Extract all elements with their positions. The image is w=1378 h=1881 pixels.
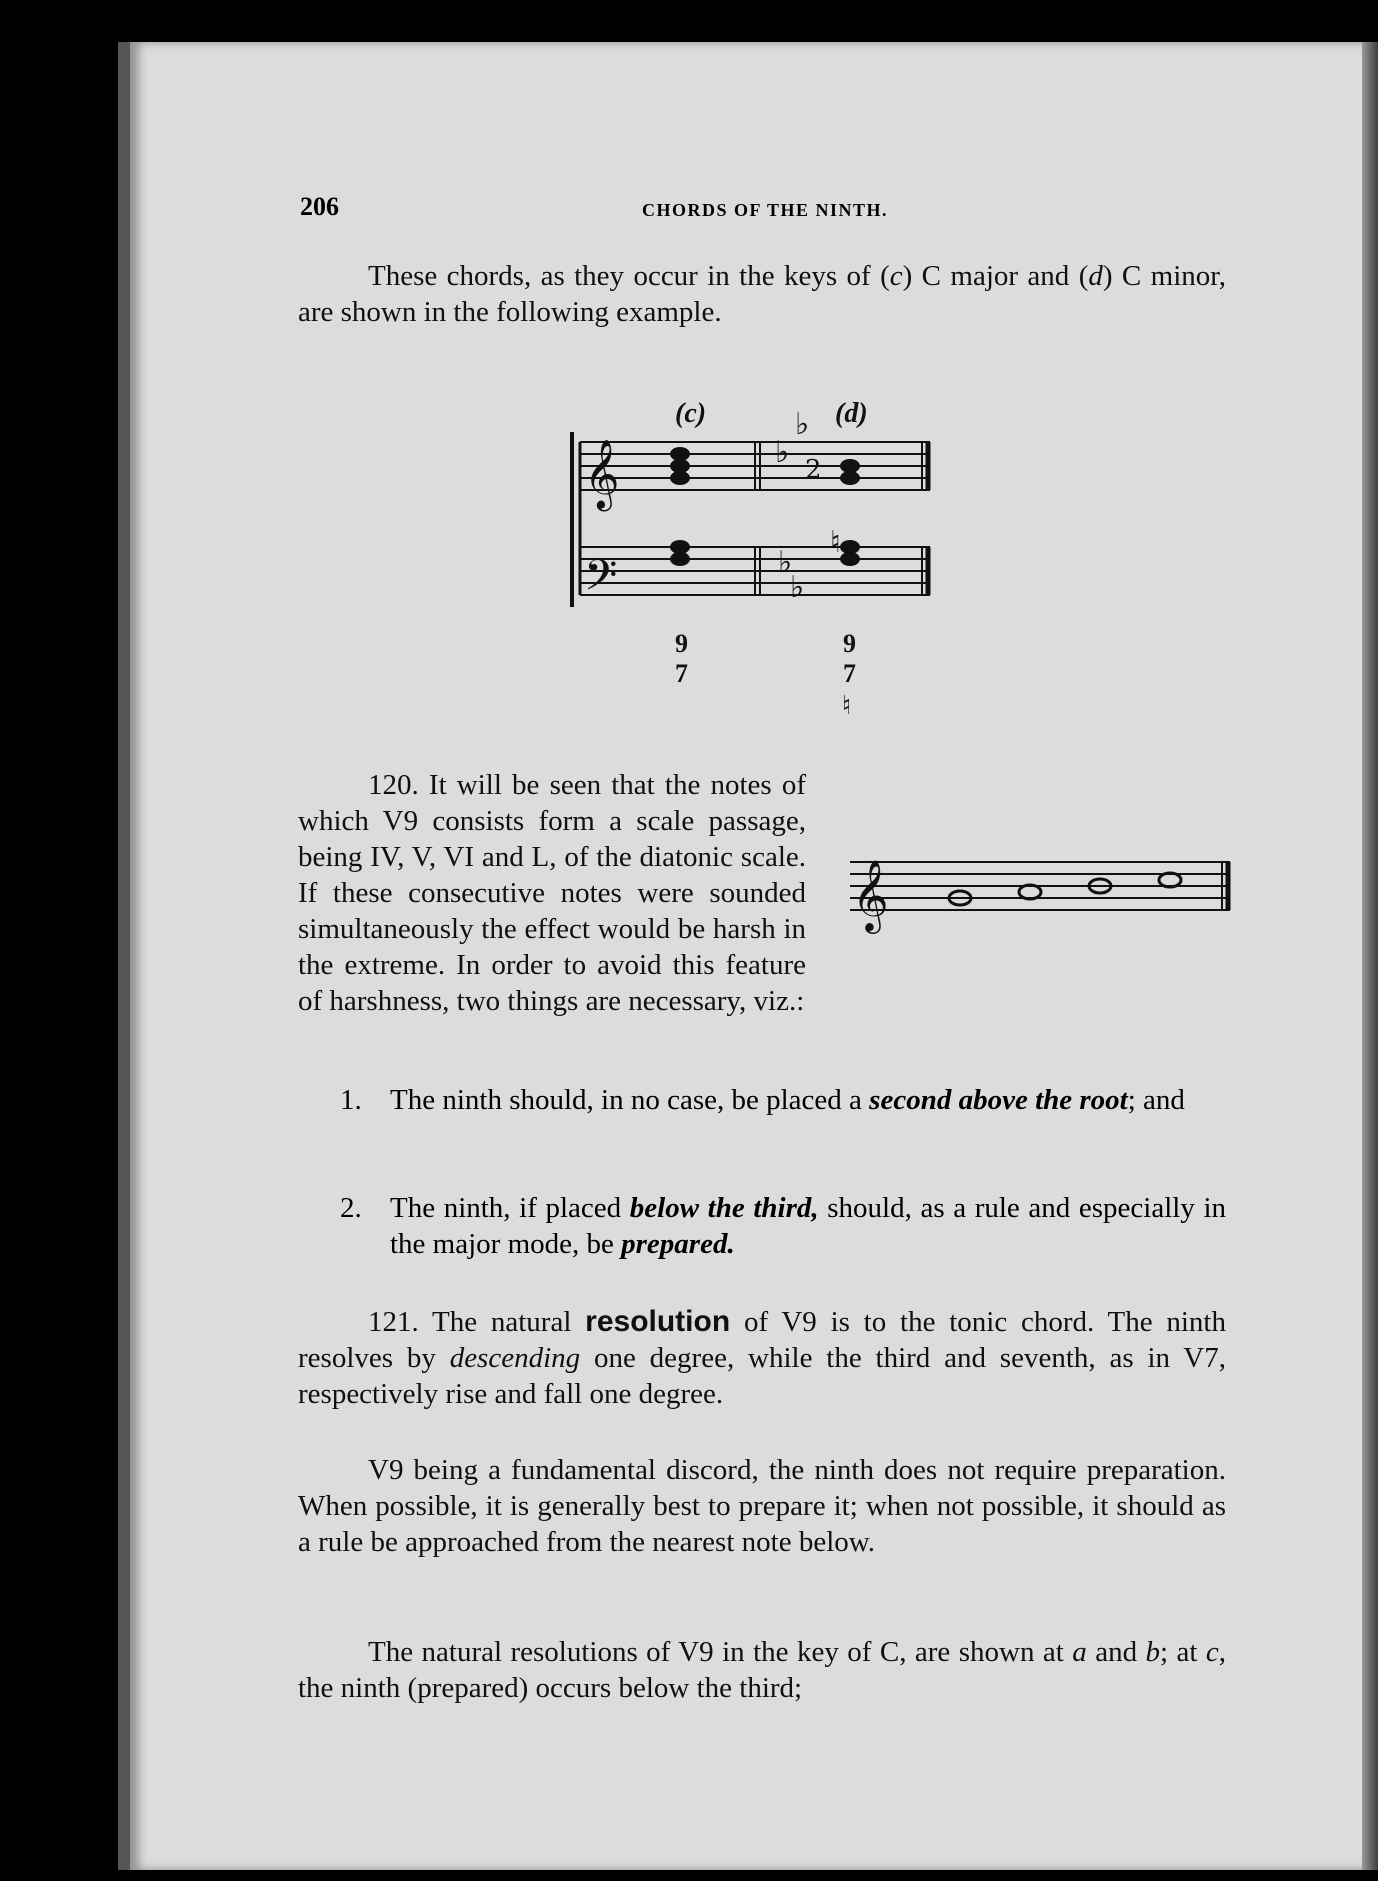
svg-text:♭: ♭ (775, 435, 790, 470)
list-item-2: 2. The ninth, if placed below the third, should, as a rule and especially in the major mode, be prepared. (340, 1192, 1227, 1260)
music-example-scale-passage (830, 822, 1250, 962)
svg-text:♭: ♭ (790, 570, 805, 605)
figure-d-9: 9 (843, 629, 856, 658)
section-number-120: 120. (368, 769, 419, 801)
svg-text:♮: ♮ (830, 525, 841, 560)
paragraph-resolutions: The natural resolutions of V9 in the key of C, are shown at a and b; at c, the ninth (prepared) occurs below the third; (298, 1636, 1226, 1704)
paragraph-discord: V9 being a fundamental discord, the ninth does not require preparation. When possible, it is generally best to prepare it; when not possible, it should as a rule be approached from the nearest note below. (298, 1454, 1226, 1558)
paragraph-120: 120. It will be seen that the notes of which V9 consists form a scale passage, being IV, V, VI and L, of the diatonic scale. If these consecutive notes were sounded simultaneously the effect would be harsh in the extreme. In order to avoid this feature of harshness, two things are necessary, viz.: (298, 769, 807, 1017)
svg-text:𝄞: 𝄞 (852, 858, 889, 931)
figure-d-7: 7 (843, 659, 856, 688)
list-item-1: 1. The ninth should, in no case, be placed a second above the root; and (340, 1084, 1185, 1116)
paragraph-121: 121. The natural resolution of V9 is to the tonic chord. The ninth resolves by descending one degree, while the third and seventh, as in V7, respectively rise and fall one degree. (298, 1305, 1226, 1410)
page-number: 206 (300, 192, 339, 221)
svg-text:𝄢: 𝄢 (584, 551, 618, 611)
figure-c-9: 9 (675, 629, 688, 658)
running-title: CHORDS OF THE NINTH. (641, 200, 889, 220)
label-d: (d) (835, 402, 868, 429)
page-edge (1362, 42, 1378, 1870)
section-number-121: 121. (368, 1306, 419, 1338)
label-c: (c) (675, 402, 707, 429)
svg-text:♭: ♭ (778, 545, 793, 580)
figure-d-natural: ♮ (842, 691, 852, 721)
page-header (300, 192, 1230, 232)
svg-text:𝄞: 𝄞 (584, 439, 620, 509)
book-page (118, 42, 1378, 1870)
svg-text:♭: ♭ (795, 407, 810, 442)
figure-c-7: 7 (675, 659, 688, 688)
svg-text:2: 2 (805, 455, 822, 485)
music-example-ninth-chords (550, 402, 1070, 742)
paragraph-intro: These chords, as they occur in the keys of (c) C major and (d) C minor, are shown in the following example. (298, 260, 1226, 328)
